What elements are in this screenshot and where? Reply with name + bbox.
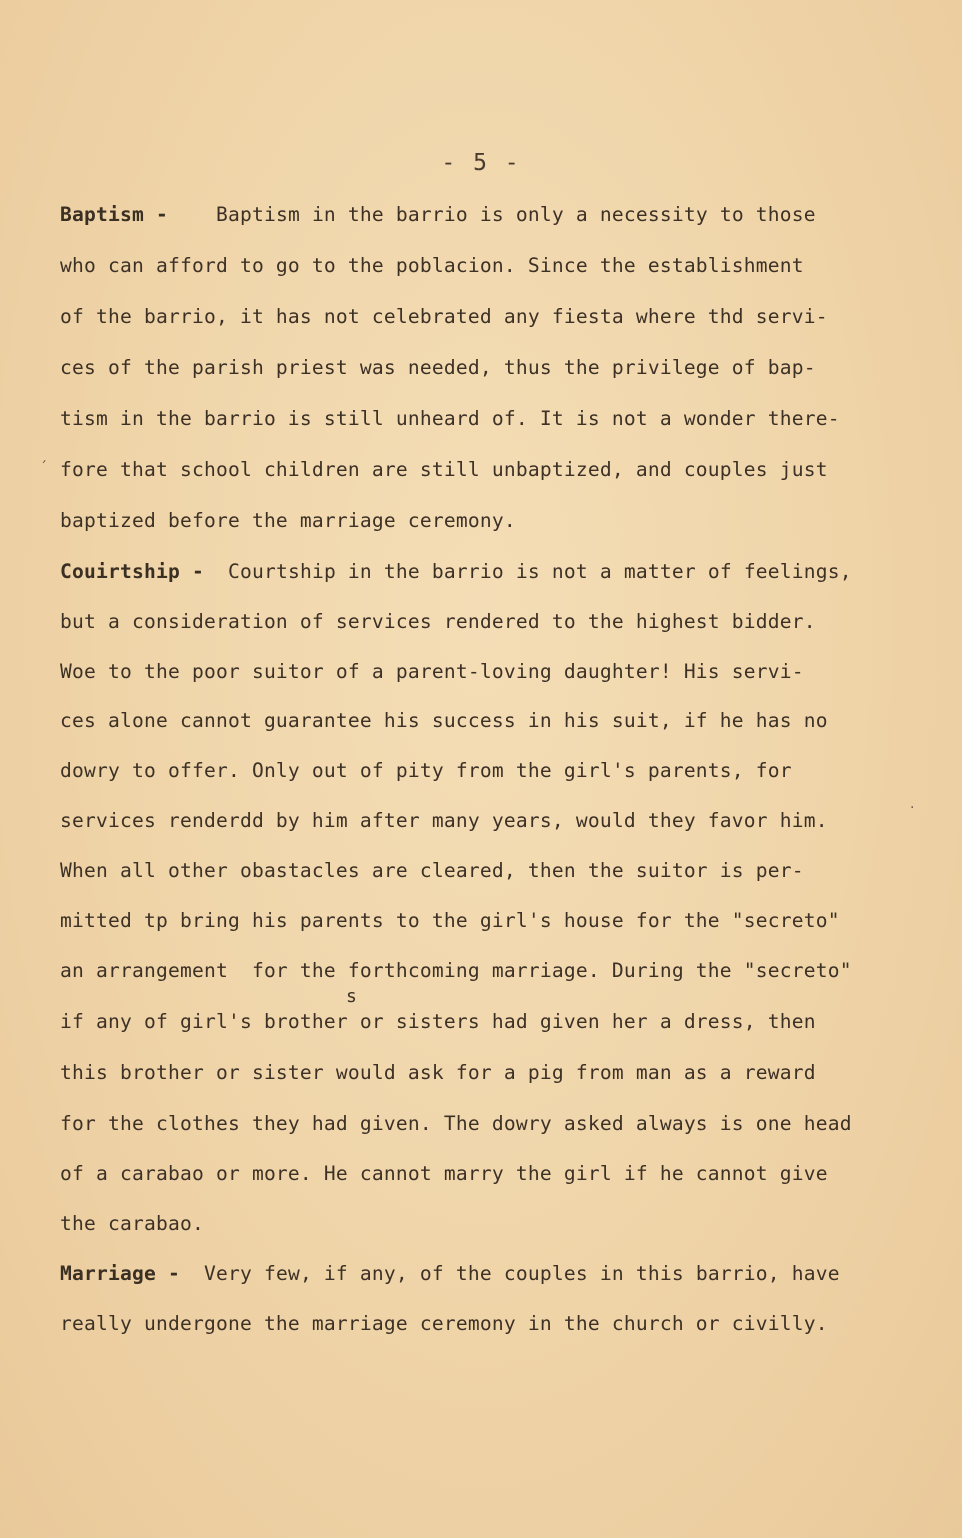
text-line: When all other obastacles are cleared, then the suitor is per- xyxy=(60,859,804,882)
text-line: tism in the barrio is still unheard of. It is not a wonder there- xyxy=(60,407,840,430)
text-line: the carabao. xyxy=(60,1212,204,1235)
text-line: services renderdd by him after many years, would they favor him. xyxy=(60,809,828,832)
text-line: of the barrio, it has not celebrated any fiesta where thd servi- xyxy=(60,305,828,328)
interlinear-insert: s xyxy=(346,986,357,1007)
text-line: this brother or sister would ask for a pig from man as a reward xyxy=(60,1061,816,1084)
text-line: if any of girl's brother or sisters had given her a dress, then xyxy=(60,1010,816,1033)
text-line: for the clothes they had given. The dowry asked always is one head xyxy=(60,1112,852,1135)
text-line: Couirtship - Courtship in the barrio is not a matter of feelings, xyxy=(60,560,852,583)
text-line: fore that school children are still unbaptized, and couples just xyxy=(60,458,828,481)
text-line: dowry to offer. Only out of pity from the girl's parents, for xyxy=(60,759,792,782)
text-line: Marriage - Very few, if any, of the couples in this barrio, have xyxy=(60,1262,840,1285)
text-line: Woe to the poor suitor of a parent-loving daughter! His servi- xyxy=(60,660,804,683)
text-line: who can afford to go to the poblacion. Since the establishment xyxy=(60,254,804,277)
text-line: an arrangement for the forthcoming marriage. During the "secreto" xyxy=(60,959,852,982)
text-line: Baptism - Baptism in the barrio is only a necessity to those xyxy=(60,203,816,226)
page-number: - 5 - xyxy=(441,150,521,176)
text-line: of a carabao or more. He cannot marry the girl if he cannot give xyxy=(60,1162,828,1185)
text-line: but a consideration of services rendered to the highest bidder. xyxy=(60,610,816,633)
text-line: mitted tp bring his parents to the girl's house for the "secreto" xyxy=(60,909,840,932)
text-line: ces of the parish priest was needed, thus the privilege of bap- xyxy=(60,356,816,379)
section-heading-courtship: Couirtship - xyxy=(60,560,204,583)
paper-speck: ´ xyxy=(40,460,47,476)
text-line: ces alone cannot guarantee his success in his suit, if he has no xyxy=(60,709,828,732)
section-heading-baptism: Baptism - xyxy=(60,203,168,226)
paper-speck: · xyxy=(910,800,915,816)
text-line: baptized before the marriage ceremony. xyxy=(60,509,516,532)
section-heading-marriage: Marriage - xyxy=(60,1262,180,1285)
text-line: really undergone the marriage ceremony in the church or civilly. xyxy=(60,1312,828,1335)
